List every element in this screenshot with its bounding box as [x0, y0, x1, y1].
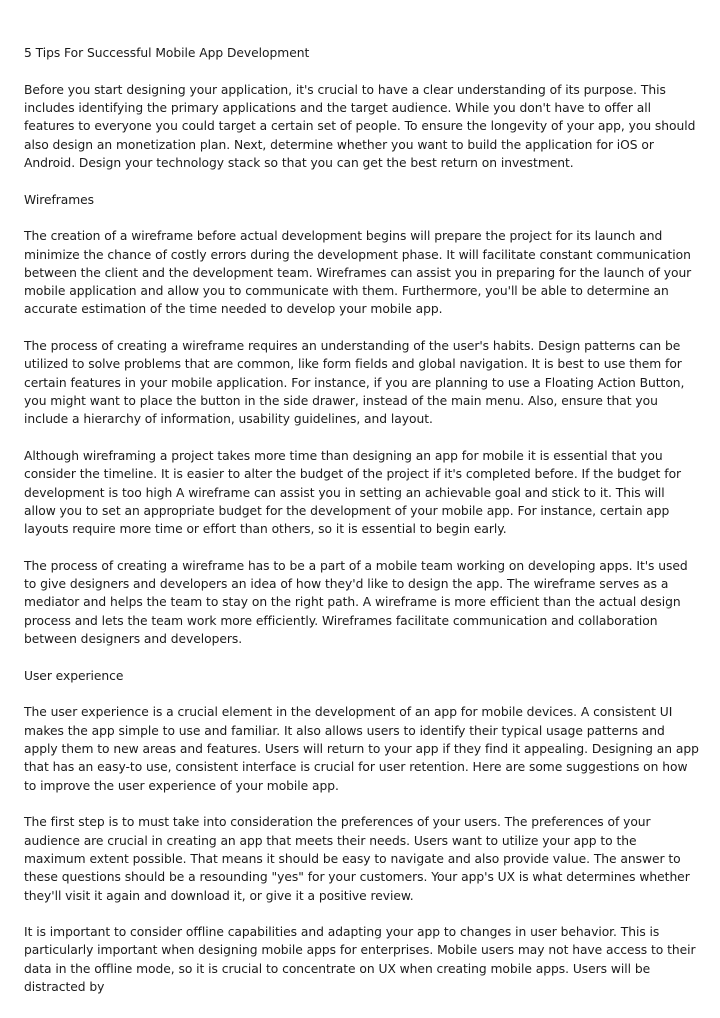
section-heading-wireframes: Wireframes: [24, 192, 95, 207]
section-heading-user-experience: User experience: [24, 668, 124, 683]
paragraph: The first step is to must take into consideration the preferences of your users. The preferences of your audience are crucial in creating an app that meets their needs. Users want to utilize your app to the maximum extent possible. That means it should be easy to navigate and also provide value. The answer to these questions should be a resounding "yes" for your customers. Your app's UX is what determines whether they'll visit it again and download it, or give it a positive review.: [24, 815, 690, 903]
document-title: 5 Tips For Successful Mobile App Development: [24, 46, 310, 60]
paragraph: The creation of a wireframe before actual development begins will prepare the project for its launch and minimize the chance of costly errors during the development phase. It will facilitate constant communication between the client and the development team. Wireframes can assist you in preparing for the launch of your mobile application and allow you to communicate with them. Furthermore, you'll be able to determine an accurate estimation of the time needed to develop your mobile app.: [24, 229, 692, 317]
paragraph: The process of creating a wireframe requires an understanding of the user's habits. Design patterns can be utilized to solve problems that are common, like form fields and global navigation. It is best to use them for certain features in your mobile application. For instance, if you are planning to use a Floating Action Button, you might want to place the button in the side drawer, instead of the main menu. Also, ensure that you include a hierarchy of information, usability guidelines, and layout.: [24, 339, 685, 427]
paragraph: The user experience is a crucial element in the development of an app for mobile devices. A consistent UI makes the app simple to use and familiar. It also allows users to identify their typical usage patterns and apply them to new areas and features. Users will return to your app if they find it appealing. Designing an app that has an easy-to use, consistent interface is crucial for user retention. Here are some suggestions on how to improve the user experience of your mobile app.: [24, 705, 699, 793]
paragraph: It is important to consider offline capabilities and adapting your app to changes in user behavior. This is particularly important when designing mobile apps for enterprises. Mobile users may not have access to their data in the offline mode, so it is crucial to concentrate on UX when creating mobile apps. Users will be distracted by: [24, 925, 696, 995]
paragraph: Although wireframing a project takes more time than designing an app for mobile it is essential that you consider the timeline. It is easier to alter the budget of the project if it's completed before. If the budget for development is too high A wireframe can assist you in setting an achievable goal and stick to it. This will allow you to set an appropriate budget for the development of your mobile app. For instance, certain app layouts require more time or effort than others, so it is essential to begin early.: [24, 449, 682, 537]
document-body: [24, 44, 700, 1015]
paragraph: The process of creating a wireframe has to be a part of a mobile team working on developing apps. It's used to give designers and developers an idea of how they'd like to design the app. The wireframe serves as a mediator and helps the team to stay on the right path. A wireframe is more efficient than the actual design process and lets the team work more efficiently. Wireframes facilitate communication and collaboration between designers and developers.: [24, 558, 688, 647]
intro-paragraph: Before you start designing your application, it's crucial to have a clear understanding of its purpose. This includes identifying the primary applications and the target audience. While you don't have to offer all features to everyone you could target a certain set of people. To ensure the longevity of your app, you should also design an monetization plan. Next, determine whether you want to build the application for iOS or Android. Design your technology stack so that you can get the best return on investment.: [24, 82, 696, 170]
